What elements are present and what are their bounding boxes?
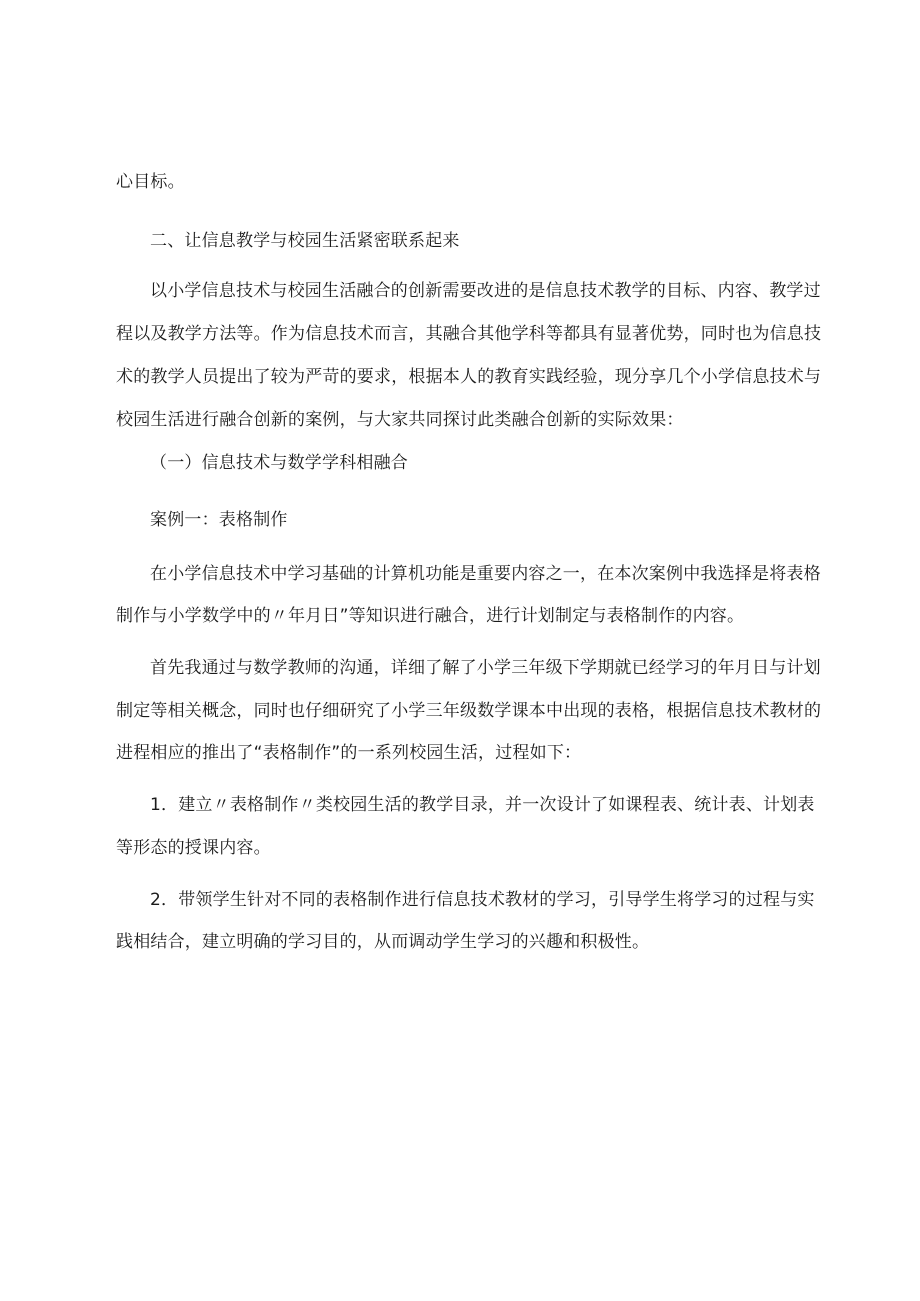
case-title: 案例一：表格制作: [150, 510, 288, 530]
paragraph-line: 首先我通过与数学教师的沟通，详细了解了小学三年级下学期就已经学习的年月日与计划: [150, 658, 821, 678]
paragraph-line: 校园生活进行融合创新的案例，与大家共同探讨此类融合创新的实际效果：: [116, 410, 684, 430]
subsection-heading: （一）信息技术与数学学科相融合: [150, 453, 408, 473]
paragraph-line: 程以及教学方法等。作为信息技术而言，其融合其他学科等都具有显著优势，同时也为信息技: [116, 324, 822, 344]
section-heading: 二、让信息教学与校园生活紧密联系起来: [150, 231, 460, 251]
paragraph-line: 在小学信息技术中学习基础的计算机功能是重要内容之一，在本次案例中我选择是将表格: [150, 564, 821, 584]
paragraph-line: 术的教学人员提出了较为严苛的要求，根据本人的教育实践经验，现分享几个小学信息技术与: [116, 367, 822, 387]
paragraph-line: 制定等相关概念，同时也仔细研究了小学三年级数学课本中出现的表格，根据信息技术教材的: [116, 701, 822, 721]
list-item-continuation: 等形态的授课内容。: [116, 838, 271, 858]
paragraph-line: 制作与小学数学中的〃年月日”等知识进行融合，进行计划制定与表格制作的内容。: [116, 606, 745, 626]
list-item-continuation: 践相结合，建立明确的学习目的，从而调动学生学习的兴趣和积极性。: [116, 932, 650, 952]
paragraph-line: 进程相应的推出了“表格制作”的一系列校园生活，过程如下：: [116, 743, 582, 763]
paragraph-line: 以小学信息技术与校园生活融合的创新需要改进的是信息技术教学的目标、内容、教学过: [150, 281, 821, 301]
list-item: 1．建立〃表格制作〃类校园生活的教学目录，并一次设计了如课程表、统计表、计划表: [150, 795, 815, 815]
list-item: 2．带领学生针对不同的表格制作进行信息技术教材的学习，引导学生将学习的过程与实: [150, 890, 815, 910]
paragraph-continuation: 心目标。: [116, 172, 185, 192]
